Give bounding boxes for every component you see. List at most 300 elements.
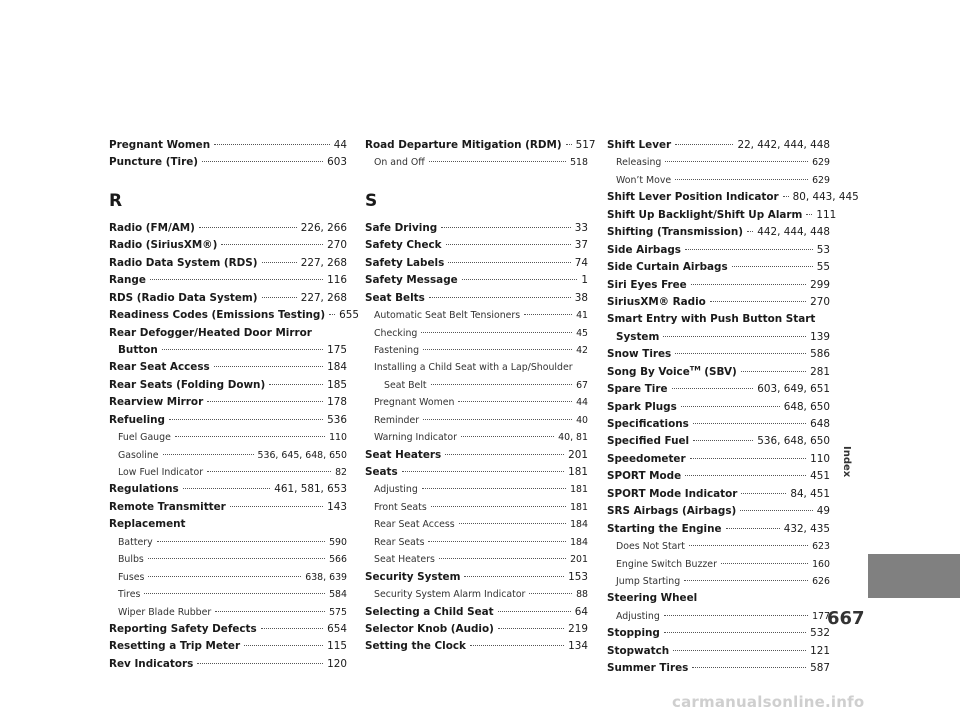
page-ref[interactable]: 270 — [327, 239, 347, 252]
entry-term: Readiness Codes (Emissions Testing) — [109, 309, 326, 322]
page-ref[interactable]: 53 — [816, 243, 830, 256]
index-subentry[interactable] — [365, 412, 588, 429]
page-ref[interactable]: 219 — [568, 622, 588, 635]
index-subentry[interactable] — [365, 377, 588, 394]
dot-leader — [664, 632, 806, 633]
index-subentry[interactable] — [365, 499, 588, 516]
index-subentry[interactable] — [607, 608, 830, 625]
page-ref[interactable]: 1 — [581, 274, 588, 287]
index-entry[interactable] — [109, 307, 359, 324]
entry-term: Snow Tires — [607, 348, 672, 361]
index-entry[interactable] — [607, 660, 830, 677]
index-entry[interactable] — [365, 638, 588, 655]
index-subentry[interactable] — [607, 538, 830, 555]
entry-term: Shift Lever — [607, 139, 672, 151]
entry-term: Resetting a Trip Meter — [109, 640, 241, 653]
entry-term: Engine Switch Buzzer — [616, 558, 717, 570]
dot-leader — [673, 650, 806, 651]
index-entry[interactable] — [365, 447, 588, 464]
page-ref[interactable]: 623 — [812, 541, 830, 553]
entry-term: Stopwatch — [607, 644, 670, 657]
page-ref[interactable]: 586 — [810, 348, 830, 361]
index-entry[interactable] — [607, 277, 830, 294]
index-entry[interactable] — [109, 290, 347, 307]
index-entry[interactable] — [109, 272, 347, 289]
index-subentry[interactable] — [365, 307, 588, 324]
dot-leader — [664, 615, 808, 616]
index-entry[interactable] — [607, 189, 859, 206]
trademark-superscript: TM — [689, 364, 701, 373]
index-entry[interactable] — [109, 638, 347, 655]
section-tab — [868, 554, 960, 598]
dot-leader — [230, 506, 323, 507]
index-entry[interactable] — [607, 259, 830, 276]
page-ref[interactable]: 536 — [327, 413, 347, 426]
index-entry[interactable] — [607, 590, 830, 607]
dot-leader — [741, 371, 806, 372]
page-ref[interactable]: 536, 648, 650 — [757, 435, 830, 448]
page-ref[interactable]: 184 — [327, 361, 347, 374]
index-entry[interactable] — [365, 569, 588, 586]
entry-term: Fuses — [118, 571, 145, 583]
index-entry[interactable] — [365, 255, 588, 272]
page-ref[interactable]: 629 — [812, 157, 830, 169]
entry-term: Rear Seats — [374, 536, 425, 548]
index-entry[interactable] — [109, 154, 347, 171]
entry-term: Battery — [118, 536, 153, 548]
entry-term: Warning Indicator — [374, 432, 457, 444]
page-ref[interactable]: 121 — [810, 644, 830, 657]
entry-term: Tires — [118, 589, 141, 601]
page-ref[interactable]: 88 — [576, 589, 588, 601]
entry-term: Speedometer — [607, 452, 686, 465]
page-ref[interactable]: 184 — [570, 519, 588, 531]
entry-term: Shift Lever Position Indicator — [607, 191, 779, 204]
index-entry[interactable] — [607, 137, 830, 154]
dot-leader — [162, 349, 323, 350]
entry-term: Rear Seat Access — [109, 361, 210, 374]
dot-leader — [470, 645, 564, 646]
index-subentry[interactable] — [365, 516, 588, 533]
index-subentry[interactable] — [109, 534, 347, 551]
index-subentry[interactable] — [607, 154, 830, 171]
page-ref[interactable]: 185 — [327, 378, 347, 391]
entry-term: Steering Wheel — [607, 592, 698, 605]
entry-term: Pregnant Women — [374, 397, 455, 409]
dot-leader — [199, 227, 297, 228]
page-ref[interactable]: 451 — [810, 470, 830, 483]
dot-leader — [448, 262, 570, 263]
entry-term: Button — [118, 343, 158, 356]
dot-leader — [675, 179, 808, 180]
page-ref[interactable]: 299 — [810, 278, 830, 291]
index-subentry[interactable] — [365, 534, 588, 551]
page-ref[interactable]: 67 — [576, 379, 588, 391]
dot-leader — [144, 593, 325, 594]
page-ref[interactable]: 178 — [327, 396, 347, 409]
entry-term: Radio (FM/AM) — [109, 221, 195, 234]
entry-term: Reporting Safety Defects — [109, 622, 257, 635]
entry-term: Smart Entry with Push Button Start — [607, 313, 816, 326]
dot-leader — [690, 458, 807, 459]
page-ref[interactable]: 518 — [570, 157, 588, 169]
page-ref[interactable]: 110 — [329, 432, 347, 444]
index-entry[interactable] — [365, 237, 588, 254]
dot-leader — [498, 628, 564, 629]
entry-term: Seat Heaters — [374, 554, 435, 566]
dot-leader — [207, 471, 331, 472]
index-entry[interactable] — [607, 381, 830, 398]
page-ref[interactable]: 38 — [574, 291, 588, 304]
index-entry[interactable] — [109, 499, 347, 516]
index-entry-continued[interactable] — [607, 329, 830, 346]
entry-term: Does Not Start — [616, 541, 685, 553]
dot-leader — [692, 667, 806, 668]
entry-term: Adjusting — [374, 484, 418, 496]
entry-term: Selector Knob (Audio) — [365, 622, 494, 635]
dot-leader — [689, 545, 808, 546]
entry-term: On and Off — [374, 157, 425, 169]
page-ref[interactable]: 532 — [810, 627, 830, 640]
page-ref[interactable]: 648, 650 — [783, 400, 830, 413]
entry-term: Safety Check — [365, 239, 442, 252]
index-subentry[interactable] — [109, 429, 347, 446]
dot-leader — [464, 576, 564, 577]
page-ref[interactable]: 184 — [570, 536, 588, 548]
dot-leader — [329, 314, 335, 315]
entry-term: Side Airbags — [607, 243, 681, 256]
page-ref[interactable]: 584 — [329, 589, 347, 601]
index-entry[interactable] — [109, 137, 347, 154]
dot-leader — [441, 227, 571, 228]
dot-leader — [663, 336, 806, 337]
page-ref[interactable]: 37 — [574, 239, 588, 252]
index-entry[interactable] — [365, 604, 588, 621]
dot-leader — [431, 384, 572, 385]
page-ref[interactable]: 49 — [816, 505, 830, 518]
section-letter: R — [109, 190, 123, 211]
dot-leader — [461, 436, 554, 437]
page-ref[interactable]: 42 — [576, 344, 588, 356]
dot-leader — [429, 297, 571, 298]
page-ref[interactable]: 181 — [570, 484, 588, 496]
index-entry[interactable] — [109, 325, 347, 342]
dot-leader — [675, 353, 806, 354]
index-entry[interactable] — [109, 255, 347, 272]
entry-term: Installing a Child Seat with a Lap/Shoulder — [374, 362, 573, 374]
page-ref[interactable]: 655 — [339, 309, 359, 322]
index-subentry[interactable] — [365, 342, 588, 359]
index-subentry[interactable] — [365, 481, 588, 498]
index-entry[interactable] — [365, 137, 596, 154]
dot-leader — [421, 332, 572, 333]
entry-term: Setting the Clock — [365, 640, 466, 653]
page-ref[interactable]: 201 — [568, 448, 588, 461]
index-subentry[interactable] — [365, 325, 588, 342]
dot-leader — [726, 528, 780, 529]
dot-leader — [214, 144, 330, 145]
entry-term: Fastening — [374, 344, 420, 356]
entry-term: Security System Alarm Indicator — [374, 589, 526, 601]
dot-leader — [429, 161, 566, 162]
page-ref[interactable]: 40 — [576, 414, 588, 426]
index-entry[interactable] — [607, 521, 830, 538]
index-entry[interactable] — [607, 486, 830, 503]
entry-term: Radio Data System (RDS) — [109, 256, 258, 269]
entry-term: Stopping — [607, 627, 660, 640]
dot-leader — [665, 161, 808, 162]
dot-leader — [684, 580, 808, 581]
page-ref[interactable]: 74 — [574, 256, 588, 269]
index-subentry[interactable] — [109, 604, 347, 621]
entry-term: Selecting a Child Seat — [365, 605, 494, 618]
dot-leader — [524, 314, 572, 315]
dot-leader — [207, 401, 323, 402]
index-subentry[interactable] — [365, 359, 588, 376]
page-ref[interactable]: 44 — [576, 397, 588, 409]
index-entry[interactable] — [607, 294, 830, 311]
dot-leader — [244, 645, 323, 646]
dot-leader — [269, 384, 323, 385]
index-subentry[interactable] — [109, 551, 347, 568]
section-tab-label: Index — [841, 446, 852, 478]
dot-leader — [157, 541, 325, 542]
index-entry[interactable] — [109, 359, 347, 376]
index-subentry[interactable] — [607, 556, 830, 573]
index-entry[interactable] — [109, 621, 347, 638]
dot-leader — [498, 611, 571, 612]
index-column-2 — [365, 137, 596, 656]
index-entry[interactable] — [109, 481, 347, 498]
entry-term: SRS Airbags (Airbags) — [607, 505, 737, 518]
index-column-1 — [109, 137, 359, 673]
index-entry[interactable] — [607, 399, 830, 416]
page-ref[interactable]: 115 — [327, 640, 347, 653]
index-entry[interactable] — [607, 643, 830, 660]
index-subentry[interactable] — [109, 586, 347, 603]
index-entry[interactable] — [607, 364, 830, 381]
index-entry[interactable] — [607, 224, 830, 241]
page-ref[interactable]: 432, 435 — [783, 522, 830, 535]
index-subentry[interactable] — [365, 154, 588, 171]
page-ref[interactable]: 82 — [335, 467, 347, 478]
dot-leader — [215, 611, 325, 612]
index-entry[interactable] — [365, 220, 588, 237]
dot-leader — [685, 249, 813, 250]
dot-leader — [169, 419, 323, 420]
page-ref[interactable]: 44 — [333, 139, 347, 151]
page-ref[interactable]: 40, 81 — [558, 432, 588, 444]
page-ref[interactable]: 626 — [812, 575, 830, 587]
page-ref[interactable]: 575 — [329, 606, 347, 618]
entry-term: Starting the Engine — [607, 522, 722, 535]
index-entry[interactable] — [365, 272, 588, 289]
entry-term: Road Departure Mitigation (RDM) — [365, 139, 562, 151]
index-entry[interactable] — [607, 503, 830, 520]
page-ref[interactable]: 116 — [327, 274, 347, 287]
index-entry[interactable] — [607, 451, 830, 468]
dot-leader — [221, 244, 323, 245]
index-entry[interactable] — [607, 311, 830, 328]
index-subentry[interactable] — [365, 394, 588, 411]
page-ref[interactable]: 517 — [575, 139, 596, 151]
dot-leader — [422, 488, 566, 489]
index-entry[interactable] — [109, 656, 347, 673]
dot-leader — [710, 301, 806, 302]
index-entry[interactable] — [607, 433, 830, 450]
index-entry[interactable] — [365, 464, 588, 481]
dot-leader — [806, 214, 812, 215]
entry-term: Gasoline — [118, 449, 159, 461]
index-entry[interactable] — [109, 516, 347, 533]
index-entry[interactable] — [607, 468, 830, 485]
page-ref[interactable]: 139 — [810, 330, 830, 343]
section-letter: S — [365, 190, 378, 211]
index-entry[interactable] — [109, 220, 347, 237]
page-ref[interactable]: 629 — [812, 174, 830, 186]
page-ref[interactable]: 181 — [568, 466, 588, 478]
entry-term: Rear Defogger/Heated Door Mirror — [109, 326, 312, 339]
dot-leader — [462, 279, 578, 280]
page-ref[interactable]: 603 — [327, 156, 347, 169]
entry-term: Specified Fuel — [607, 435, 690, 448]
dot-leader — [175, 436, 325, 437]
page-ref[interactable]: 227, 268 — [300, 256, 347, 269]
dot-leader — [741, 493, 786, 494]
index-subentry[interactable] — [109, 569, 347, 586]
entry-term: Won’t Move — [616, 174, 672, 186]
page-ref[interactable]: 175 — [327, 343, 347, 356]
page-ref[interactable]: 64 — [574, 605, 588, 618]
entry-term: Rearview Mirror — [109, 396, 204, 409]
page-ref[interactable]: 587 — [810, 662, 830, 675]
dot-leader — [428, 541, 566, 542]
page-ref[interactable]: 41 — [576, 310, 588, 322]
entry-term: Replacement — [109, 518, 186, 531]
page-ref[interactable]: 110 — [810, 452, 830, 465]
page-ref[interactable]: 33 — [574, 221, 588, 234]
entry-term: Reminder — [374, 414, 420, 426]
index-subentry[interactable] — [109, 464, 347, 481]
page-ref[interactable]: 566 — [329, 554, 347, 566]
index-subentry[interactable] — [607, 573, 830, 590]
page-ref[interactable]: 536, 645, 648, 650 — [257, 449, 347, 461]
page-ref[interactable]: 442, 444, 448 — [757, 226, 830, 239]
page-ref[interactable]: 590 — [329, 536, 347, 548]
page-ref[interactable]: 143 — [327, 500, 347, 513]
watermark: carmanualsonline.info — [672, 693, 865, 711]
page-ref[interactable]: 134 — [568, 640, 588, 653]
page-ref[interactable]: 654 — [327, 622, 347, 635]
index-subentry[interactable] — [109, 447, 347, 464]
page-ref[interactable]: 177 — [812, 610, 830, 622]
page-ref[interactable]: 638, 639 — [305, 571, 347, 583]
dot-leader — [566, 144, 572, 145]
index-entry[interactable] — [109, 237, 347, 254]
index-subentry[interactable] — [365, 551, 588, 568]
entry-term: Wiper Blade Rubber — [118, 606, 212, 618]
index-entry-continued[interactable] — [109, 342, 347, 359]
page-ref[interactable]: 281 — [810, 365, 830, 378]
index-entry[interactable] — [607, 207, 837, 224]
page-ref[interactable]: 55 — [816, 261, 830, 274]
index-entry[interactable] — [607, 416, 830, 433]
page-ref[interactable]: 22, 442, 444, 448 — [737, 139, 830, 151]
entry-term: System — [616, 330, 660, 343]
page-ref[interactable]: 227, 268 — [300, 291, 347, 304]
dot-leader — [446, 244, 571, 245]
page-ref[interactable]: 181 — [570, 501, 588, 513]
dot-leader — [445, 454, 564, 455]
entry-term: Shift Up Backlight/Shift Up Alarm — [607, 208, 803, 221]
entry-term: Seat Belt — [384, 379, 427, 391]
dot-leader — [693, 440, 753, 441]
entry-term: Radio (SiriusXM®) — [109, 239, 218, 252]
entry-term: Jump Starting — [616, 575, 681, 587]
page-ref[interactable]: 461, 581, 653 — [274, 483, 347, 496]
dot-leader — [747, 231, 753, 232]
index-entry[interactable] — [607, 346, 830, 363]
page-ref[interactable]: 84, 451 — [790, 487, 830, 500]
entry-term: Low Fuel Indicator — [118, 467, 204, 478]
index-entry[interactable] — [365, 621, 588, 638]
page-ref[interactable]: 111 — [816, 208, 837, 221]
entry-term: Summer Tires — [607, 662, 689, 675]
index-entry[interactable] — [109, 412, 347, 429]
entry-term: Refueling — [109, 413, 165, 426]
entry-term: SiriusXM® Radio — [607, 295, 706, 308]
index-subentry[interactable] — [365, 429, 588, 446]
entry-term: Puncture (Tire) — [109, 156, 199, 169]
page-ref[interactable]: 226, 266 — [300, 221, 347, 234]
dot-leader — [685, 475, 806, 476]
index-entry[interactable] — [607, 625, 830, 642]
index-entry[interactable] — [109, 377, 347, 394]
page-ref[interactable]: 80, 443, 445 — [792, 191, 859, 204]
page-ref[interactable]: 45 — [576, 327, 588, 339]
page-ref[interactable]: 153 — [568, 570, 588, 583]
dot-leader — [261, 628, 323, 629]
dot-leader — [163, 454, 254, 455]
entry-term: Rev Indicators — [109, 657, 194, 670]
dot-leader — [675, 144, 733, 145]
dot-leader — [529, 593, 572, 594]
dot-leader — [150, 279, 323, 280]
page-ref[interactable]: 160 — [812, 558, 830, 570]
index-subentry[interactable] — [365, 586, 588, 603]
page-ref[interactable]: 120 — [327, 657, 347, 670]
entry-term: Shifting (Transmission) — [607, 226, 743, 239]
dot-leader — [262, 262, 297, 263]
index-entry[interactable] — [365, 290, 588, 307]
index-entry[interactable] — [109, 394, 347, 411]
dot-leader — [148, 576, 301, 577]
index-entry[interactable] — [607, 242, 830, 259]
page-ref[interactable]: 201 — [570, 554, 588, 566]
dot-leader — [431, 506, 566, 507]
page-ref[interactable]: 603, 649, 651 — [757, 383, 830, 396]
dot-leader — [732, 266, 813, 267]
entry-term: Releasing — [616, 157, 662, 169]
entry-term: Automatic Seat Belt Tensioners — [374, 310, 521, 322]
entry-term: Pregnant Women — [109, 139, 211, 151]
entry-term: Regulations — [109, 483, 179, 496]
index-subentry[interactable] — [607, 172, 830, 189]
dot-leader — [402, 471, 564, 472]
page-ref[interactable]: 648 — [810, 418, 830, 430]
page-ref[interactable]: 270 — [810, 295, 830, 308]
dot-leader — [458, 401, 572, 402]
